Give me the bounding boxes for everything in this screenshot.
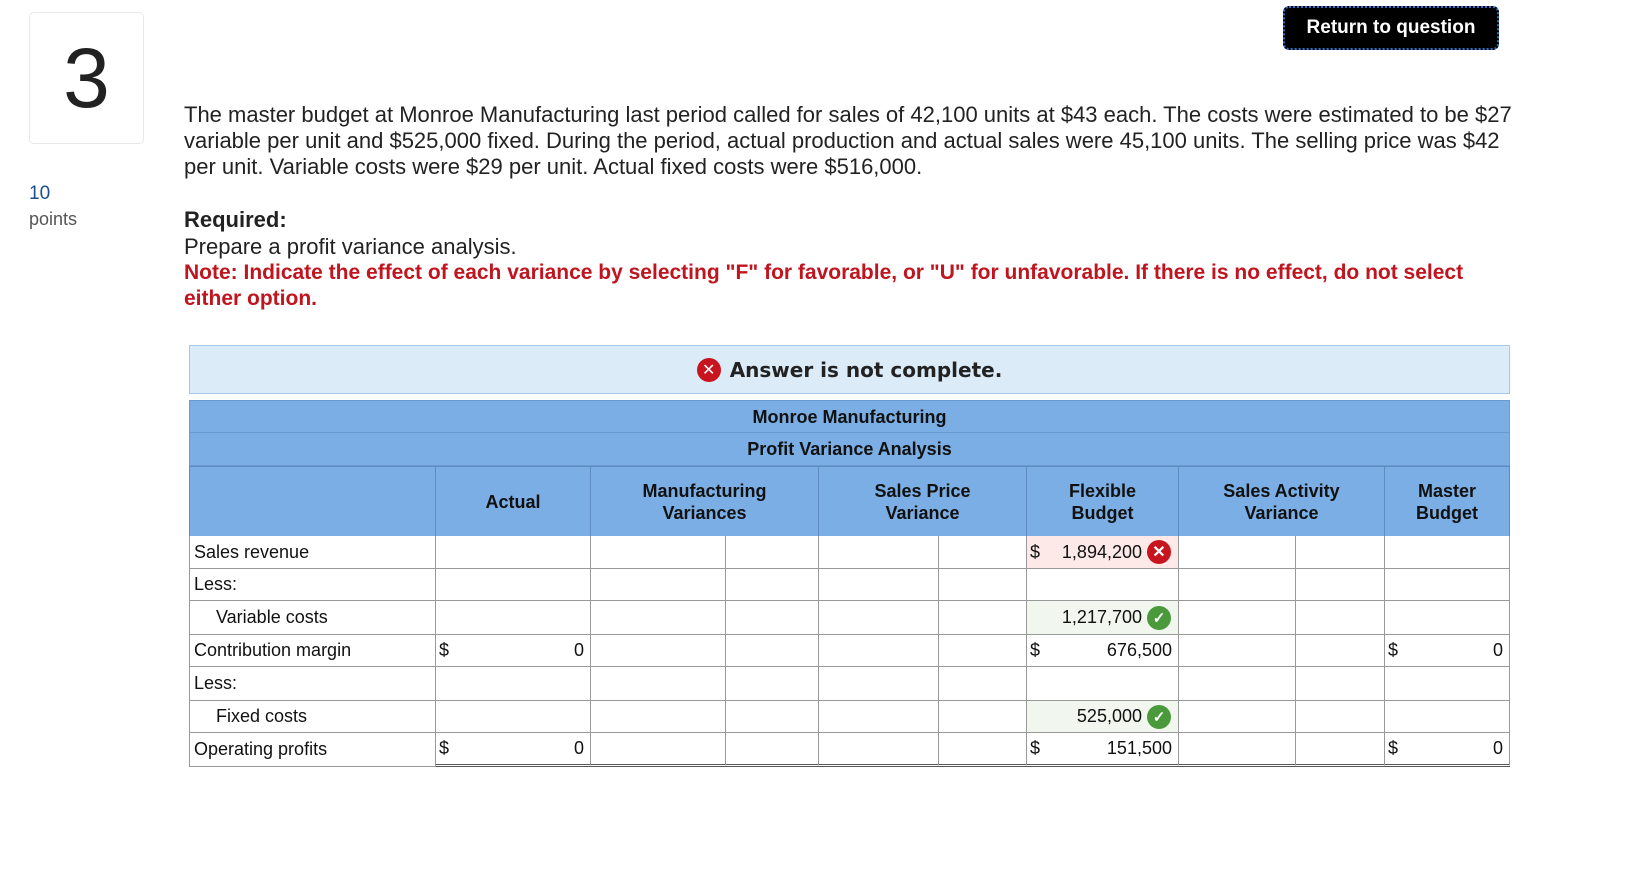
cell-price_fu[interactable] bbox=[939, 601, 1027, 635]
cell-mfg_fu[interactable] bbox=[726, 569, 819, 601]
column-header-actual: Actual bbox=[436, 466, 591, 536]
cell-act_fu[interactable] bbox=[1296, 667, 1385, 701]
row-label-text: Sales revenue bbox=[194, 541, 310, 562]
cell-act_fu[interactable] bbox=[1296, 701, 1385, 733]
label-column-header bbox=[189, 466, 436, 536]
cell-act_fu[interactable] bbox=[1296, 733, 1385, 767]
required-heading: Required: bbox=[184, 207, 287, 232]
cell-mfg_fu[interactable] bbox=[726, 635, 819, 667]
cell-act_fu[interactable] bbox=[1296, 536, 1385, 569]
cell-flex[interactable] bbox=[1027, 569, 1179, 601]
cell-actual[interactable] bbox=[436, 569, 591, 601]
cell-master[interactable] bbox=[1385, 569, 1510, 601]
return-to-question-button[interactable]: Return to question bbox=[1283, 6, 1499, 50]
cell-mfg_amt[interactable] bbox=[591, 635, 726, 667]
cell-act_amt[interactable] bbox=[1179, 667, 1296, 701]
actual-value: 0 bbox=[573, 640, 584, 660]
cell-act_amt[interactable] bbox=[1179, 733, 1296, 767]
cell-price_fu[interactable] bbox=[939, 569, 1027, 601]
column-header-sales-activity-variance: Sales Activity Variance bbox=[1179, 466, 1385, 536]
required-text: Prepare a profit variance analysis. bbox=[184, 234, 517, 259]
cell-price_amt[interactable] bbox=[819, 701, 939, 733]
flex-value: 676,500 bbox=[1106, 640, 1172, 660]
column-header-master-budget: Master Budget bbox=[1385, 466, 1510, 536]
dollar-sign: $ bbox=[1030, 640, 1041, 660]
cell-master[interactable] bbox=[1385, 635, 1510, 667]
flex-value: 1,894,200 bbox=[1061, 541, 1142, 562]
actual-value: 0 bbox=[573, 738, 584, 758]
cell-mfg_amt[interactable] bbox=[591, 733, 726, 767]
column-header-flexible-budget: Flexible Budget bbox=[1027, 466, 1179, 536]
column-header-sales-price-variance: Sales Price Variance bbox=[819, 466, 1027, 536]
table-subtitle: Profit Variance Analysis bbox=[189, 433, 1510, 466]
cell-price_fu[interactable] bbox=[939, 536, 1027, 569]
row-label bbox=[189, 701, 436, 733]
cell-act_amt[interactable] bbox=[1179, 569, 1296, 601]
row-label bbox=[189, 635, 436, 667]
cell-flex[interactable] bbox=[1027, 701, 1179, 733]
dollar-sign: $ bbox=[1388, 640, 1399, 660]
flex-value: 1,217,700 bbox=[1061, 607, 1142, 627]
points-label: points bbox=[29, 209, 78, 229]
cell-act_amt[interactable] bbox=[1179, 635, 1296, 667]
cell-price_amt[interactable] bbox=[819, 733, 939, 767]
cell-master[interactable] bbox=[1385, 667, 1510, 701]
cell-actual[interactable] bbox=[436, 601, 591, 635]
cell-actual[interactable] bbox=[436, 536, 591, 569]
row-label-text: Less: bbox=[194, 673, 238, 693]
cell-master[interactable] bbox=[1385, 701, 1510, 733]
dollar-sign: $ bbox=[1388, 738, 1399, 758]
cell-price_amt[interactable] bbox=[819, 635, 939, 667]
cell-act_amt[interactable] bbox=[1179, 701, 1296, 733]
cell-flex[interactable] bbox=[1027, 635, 1179, 667]
dollar-sign: $ bbox=[439, 738, 450, 758]
row-label-text: Fixed costs bbox=[216, 706, 308, 726]
cell-mfg_fu[interactable] bbox=[726, 667, 819, 701]
master-value: 0 bbox=[1492, 738, 1503, 758]
cell-mfg_fu[interactable] bbox=[726, 536, 819, 569]
cell-price_fu[interactable] bbox=[939, 635, 1027, 667]
cell-actual[interactable] bbox=[436, 635, 591, 667]
cell-price_fu[interactable] bbox=[939, 701, 1027, 733]
cell-act_amt[interactable] bbox=[1179, 601, 1296, 635]
cell-price_amt[interactable] bbox=[819, 536, 939, 569]
dollar-sign: $ bbox=[1030, 541, 1041, 562]
dollar-sign: $ bbox=[1030, 738, 1041, 758]
cell-price_amt[interactable] bbox=[819, 569, 939, 601]
flex-value: 151,500 bbox=[1106, 738, 1172, 758]
cell-act_amt[interactable] bbox=[1179, 536, 1296, 569]
cell-act_fu[interactable] bbox=[1296, 601, 1385, 635]
row-label bbox=[189, 569, 436, 601]
cell-mfg_fu[interactable] bbox=[726, 733, 819, 767]
table-title: Monroe Manufacturing bbox=[189, 400, 1510, 433]
row-label-text: Contribution margin bbox=[194, 640, 352, 660]
cell-actual[interactable] bbox=[436, 701, 591, 733]
cell-act_fu[interactable] bbox=[1296, 635, 1385, 667]
cell-actual[interactable] bbox=[436, 667, 591, 701]
answer-status-banner bbox=[189, 345, 1510, 394]
cell-flex[interactable] bbox=[1027, 667, 1179, 701]
cell-mfg_amt[interactable] bbox=[591, 536, 726, 569]
correct-check-icon: ✓ bbox=[1147, 606, 1171, 630]
cell-flex[interactable] bbox=[1027, 733, 1179, 767]
cell-price_amt[interactable] bbox=[819, 667, 939, 701]
incorrect-x-icon: ✕ bbox=[1147, 540, 1171, 564]
cell-master[interactable] bbox=[1385, 536, 1510, 569]
column-header-manufacturing-variances: Manufacturing Variances bbox=[591, 466, 819, 536]
dollar-sign: $ bbox=[439, 640, 450, 660]
x-circle-icon: ✕ bbox=[697, 358, 721, 382]
cell-price_fu[interactable] bbox=[939, 733, 1027, 767]
cell-mfg_fu[interactable] bbox=[726, 601, 819, 635]
cell-act_fu[interactable] bbox=[1296, 569, 1385, 601]
cell-mfg_amt[interactable] bbox=[591, 601, 726, 635]
cell-mfg_amt[interactable] bbox=[591, 701, 726, 733]
row-label-text: Variable costs bbox=[216, 607, 328, 627]
question-number: 3 bbox=[29, 12, 144, 144]
cell-master[interactable] bbox=[1385, 733, 1510, 767]
cell-price_fu[interactable] bbox=[939, 667, 1027, 701]
points-value: 10 bbox=[29, 183, 51, 204]
cell-mfg_amt[interactable] bbox=[591, 569, 726, 601]
row-label bbox=[189, 733, 436, 767]
flex-value: 525,000 bbox=[1076, 706, 1142, 726]
row-label bbox=[189, 601, 436, 635]
cell-mfg_fu[interactable] bbox=[726, 701, 819, 733]
cell-flex[interactable] bbox=[1027, 601, 1179, 635]
correct-check-icon: ✓ bbox=[1147, 705, 1171, 729]
cell-price_amt[interactable] bbox=[819, 601, 939, 635]
master-value: 0 bbox=[1492, 640, 1503, 660]
row-label bbox=[189, 536, 436, 569]
row-label-text: Operating profits bbox=[194, 739, 328, 759]
cell-mfg_amt[interactable] bbox=[591, 667, 726, 701]
answer-status-text: Answer is not complete. bbox=[729, 357, 1003, 382]
row-label bbox=[189, 667, 436, 701]
row-label-text: Less: bbox=[194, 574, 238, 594]
cell-flex[interactable] bbox=[1027, 536, 1179, 569]
cell-master[interactable] bbox=[1385, 601, 1510, 635]
instruction-note: Note: Indicate the effect of each variance by selecting "F" for favorable, or "U" for unfavorable. If there is no effect, do not select either option. bbox=[184, 261, 1464, 310]
cell-actual[interactable] bbox=[436, 733, 591, 767]
question-text: The master budget at Monroe Manufacturing last period called for sales of 42,100 units at $43 each. The costs were estimated to be $27 variable per unit and $525,000 fixed. During the period, actual production and actual sales were 45,100 units. The selling price was $42 per unit. Variable costs were $29 per unit. Actual fixed costs were $516,000. bbox=[184, 102, 1512, 179]
